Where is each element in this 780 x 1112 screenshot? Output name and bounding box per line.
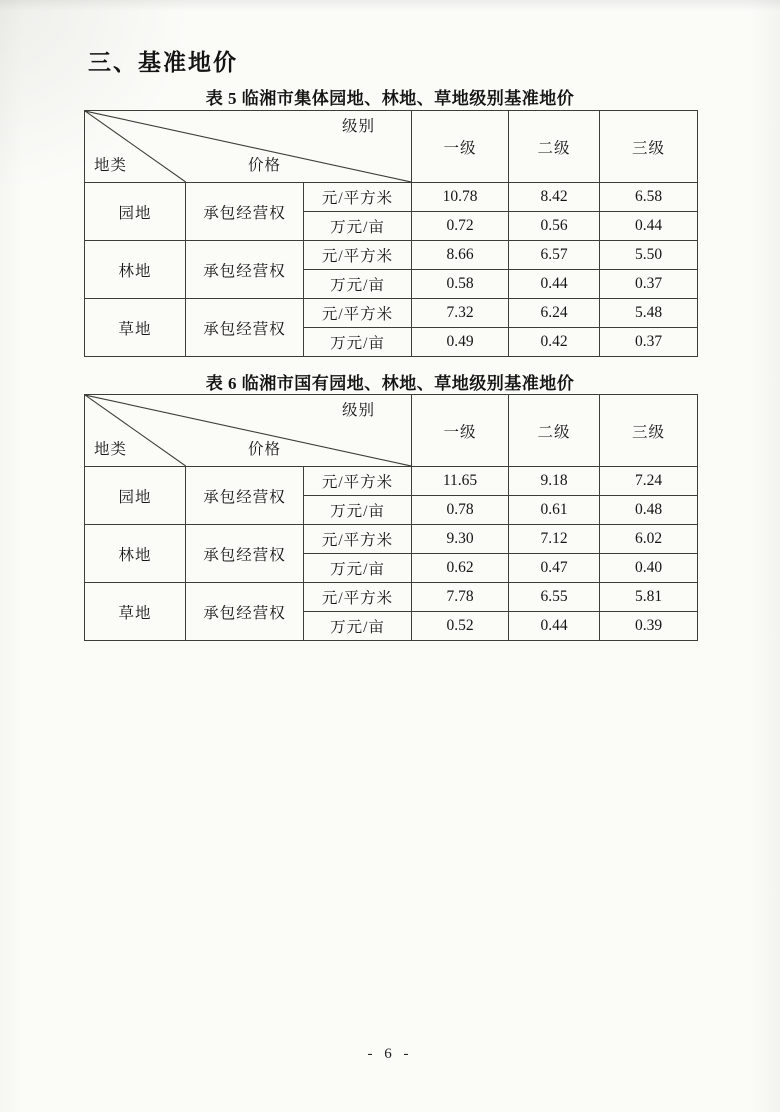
value-cell: 0.40 [600, 554, 698, 583]
tenure-cell: 承包经营权 [186, 583, 304, 641]
land-type-cell: 园地 [85, 467, 186, 525]
value-cell: 0.49 [412, 328, 509, 357]
value-cell: 8.66 [412, 241, 509, 270]
value-cell: 6.55 [509, 583, 600, 612]
unit-cell: 元/平方米 [304, 183, 412, 212]
land-type-cell: 园地 [85, 183, 186, 241]
value-cell: 7.78 [412, 583, 509, 612]
unit-cell: 万元/亩 [304, 496, 412, 525]
unit-cell: 万元/亩 [304, 328, 412, 357]
land-type-cell: 草地 [85, 299, 186, 357]
level-header-cell: 二级 [509, 395, 600, 467]
value-cell: 5.81 [600, 583, 698, 612]
benchmark-table-state-owned [84, 394, 698, 641]
level-header-cell: 二级 [509, 111, 600, 183]
table-header-row [85, 111, 698, 183]
unit-cell: 万元/亩 [304, 270, 412, 299]
value-cell: 9.30 [412, 525, 509, 554]
unit-cell: 万元/亩 [304, 554, 412, 583]
value-cell: 0.72 [412, 212, 509, 241]
value-cell: 9.18 [509, 467, 600, 496]
unit-cell: 元/平方米 [304, 525, 412, 554]
level-header-cell: 三级 [600, 111, 698, 183]
level-header-cell: 一级 [412, 111, 509, 183]
header-level-label: 级别 [342, 118, 376, 135]
unit-cell: 元/平方米 [304, 241, 412, 270]
land-type-cell: 林地 [85, 241, 186, 299]
header-landtype-label: 地类 [94, 157, 128, 174]
value-cell: 0.44 [509, 270, 600, 299]
table-row [85, 467, 698, 496]
table-row [85, 241, 698, 270]
value-cell: 0.61 [509, 496, 600, 525]
unit-cell: 万元/亩 [304, 212, 412, 241]
tenure-cell: 承包经营权 [186, 299, 304, 357]
header-price-label: 价格 [248, 441, 282, 458]
value-cell: 0.39 [600, 612, 698, 641]
table-row [85, 183, 698, 212]
value-cell: 0.47 [509, 554, 600, 583]
value-cell: 7.24 [600, 467, 698, 496]
value-cell: 0.48 [600, 496, 698, 525]
tenure-cell: 承包经营权 [186, 525, 304, 583]
value-cell: 0.42 [509, 328, 600, 357]
section-heading: 三、基准地价 [88, 49, 238, 75]
table-header-row [85, 395, 698, 467]
value-cell: 0.44 [509, 612, 600, 641]
unit-cell: 元/平方米 [304, 299, 412, 328]
value-cell: 5.50 [600, 241, 698, 270]
table-row [85, 583, 698, 612]
tenure-cell: 承包经营权 [186, 183, 304, 241]
benchmark-table-collective [84, 110, 698, 357]
value-cell: 0.62 [412, 554, 509, 583]
tenure-cell: 承包经营权 [186, 241, 304, 299]
unit-cell: 万元/亩 [304, 612, 412, 641]
header-level-label: 级别 [342, 402, 376, 419]
unit-cell: 元/平方米 [304, 583, 412, 612]
value-cell: 6.58 [600, 183, 698, 212]
diagonal-header-cell [85, 395, 412, 467]
value-cell: 5.48 [600, 299, 698, 328]
value-cell: 8.42 [509, 183, 600, 212]
header-landtype-label: 地类 [94, 441, 128, 458]
level-header-cell: 三级 [600, 395, 698, 467]
unit-cell: 元/平方米 [304, 467, 412, 496]
land-type-cell: 草地 [85, 583, 186, 641]
value-cell: 0.56 [509, 212, 600, 241]
value-cell: 6.24 [509, 299, 600, 328]
value-cell: 0.58 [412, 270, 509, 299]
value-cell: 0.52 [412, 612, 509, 641]
value-cell: 0.44 [600, 212, 698, 241]
value-cell: 6.02 [600, 525, 698, 554]
value-cell: 0.37 [600, 328, 698, 357]
table-row [85, 525, 698, 554]
value-cell: 7.12 [509, 525, 600, 554]
value-cell: 0.37 [600, 270, 698, 299]
table-row [85, 299, 698, 328]
header-price-label: 价格 [248, 157, 282, 174]
value-cell: 7.32 [412, 299, 509, 328]
tenure-cell: 承包经营权 [186, 467, 304, 525]
table6-caption: 表 6 临湘市国有园地、林地、草地级别基准地价 [205, 374, 575, 393]
level-header-cell: 一级 [412, 395, 509, 467]
page-number: - 6 - [367, 1046, 413, 1062]
value-cell: 10.78 [412, 183, 509, 212]
value-cell: 0.78 [412, 496, 509, 525]
value-cell: 6.57 [509, 241, 600, 270]
value-cell: 11.65 [412, 467, 509, 496]
table5-caption: 表 5 临湘市集体园地、林地、草地级别基准地价 [205, 89, 575, 108]
diagonal-header-cell [85, 111, 412, 183]
land-type-cell: 林地 [85, 525, 186, 583]
